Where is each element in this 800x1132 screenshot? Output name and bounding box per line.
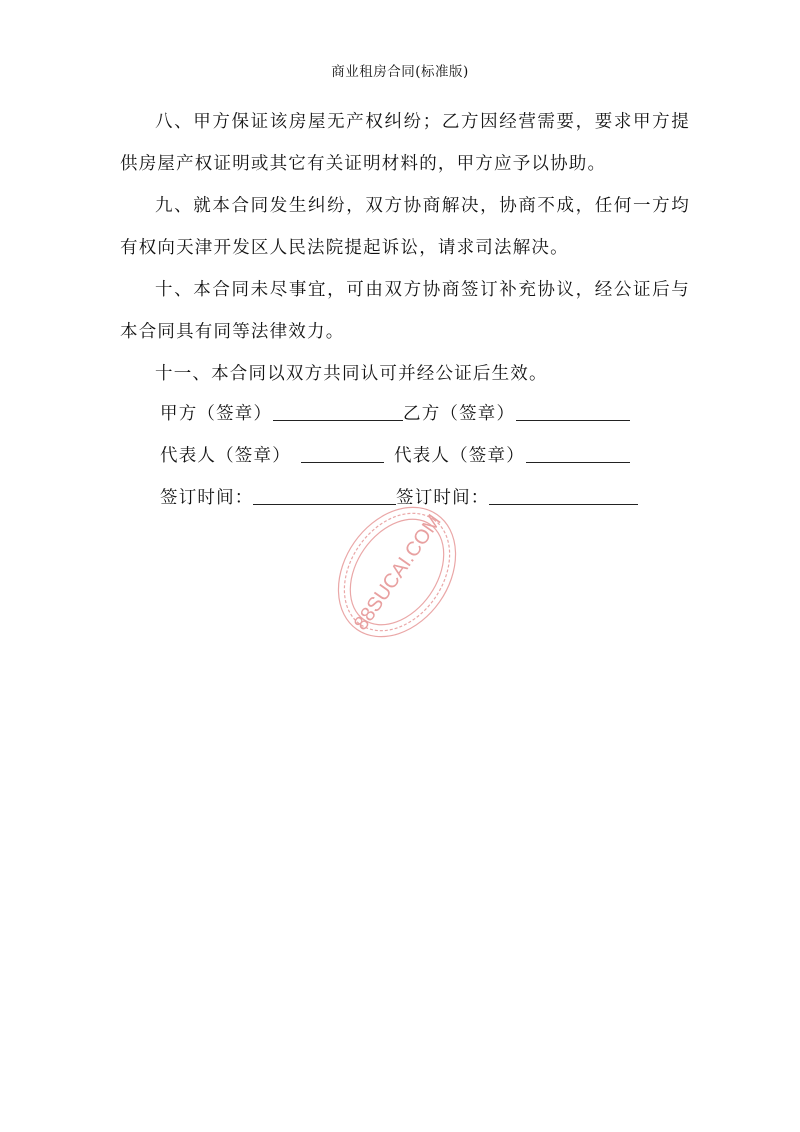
party-a-signature-label: 甲方（签章） — [160, 404, 273, 424]
document-body — [120, 101, 690, 395]
clause-8: 八、甲方保证该房屋无产权纠纷；乙方因经营需要，要求甲方提供房屋产权证明或其它有关证明材料的，甲方应予以协助。 — [120, 112, 690, 174]
watermark-text: 88SUCAI.COM — [349, 510, 446, 635]
date-b-line — [489, 504, 638, 505]
rep-a-signature-line — [301, 462, 384, 463]
party-b-signature-label: 乙方（签章） — [403, 404, 516, 424]
party-b-signature-line — [516, 420, 630, 421]
clause-10: 十、本合同未尽事宜，可由双方协商签订补充协议，经公证后与本合同具有同等法律效力。 — [120, 280, 690, 342]
watermark-stamp — [322, 497, 472, 647]
date-a-label: 签订时间： — [160, 488, 254, 508]
date-a-line — [253, 504, 396, 505]
rep-a-signature-label: 代表人（签章） — [160, 446, 291, 466]
party-a-signature-line — [273, 420, 403, 421]
rep-b-signature-label: 代表人（签章） — [394, 446, 525, 466]
clause-11: 十一、本合同以双方共同认可并经公证后生效。 — [155, 364, 548, 384]
date-b-label: 签订时间： — [396, 488, 490, 508]
clause-9: 九、就本合同发生纠纷，双方协商解决，协商不成，任何一方均有权向天津开发区人民法院提起诉讼，请求司法解决。 — [120, 196, 690, 258]
rep-b-signature-line — [526, 462, 630, 463]
document-header-title: 商业租房合同(标准版) — [331, 64, 469, 80]
